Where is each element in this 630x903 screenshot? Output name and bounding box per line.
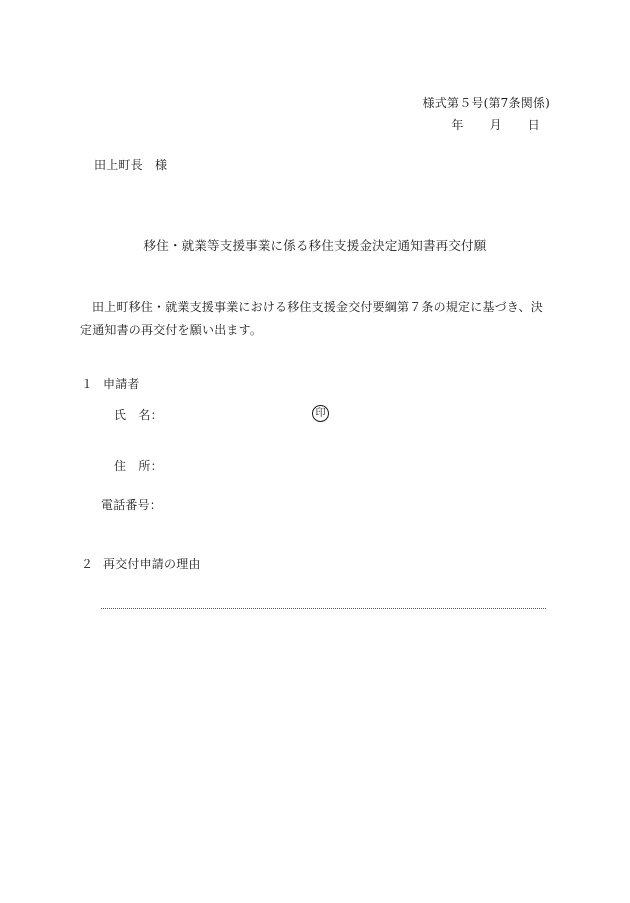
address-label: 住 所： (114, 459, 163, 473)
form-number: 様式第５号(第7条関係) (422, 96, 550, 110)
section-2-number: ２ (81, 557, 94, 571)
date-month: 月 (489, 118, 502, 132)
reason-dotted-line (101, 608, 546, 609)
section-1-number: １ (81, 377, 94, 391)
date-year: 年 (451, 118, 464, 132)
addressee: 田上町長 様 (94, 158, 168, 172)
document-title: 移住・就業等支援事業に係る移住支援金決定通知書再交付願 (143, 238, 487, 253)
date-line (451, 118, 540, 132)
section-1-title: 申請者 (103, 377, 140, 391)
section-2-heading (81, 557, 201, 571)
section-1-heading (81, 377, 140, 391)
body-text: 田上町移住・就業支援事業における移住支援金交付要綱第７条の規定に基づき、決定通知書の再交付を願い出ます。 (80, 300, 543, 337)
seal-icon: 印 (312, 405, 329, 422)
phone-label: 電話番号： (101, 498, 163, 512)
name-label: 氏 名： (114, 408, 163, 422)
section-2-title: 再交付申請の理由 (103, 557, 201, 571)
date-day: 日 (527, 118, 540, 132)
